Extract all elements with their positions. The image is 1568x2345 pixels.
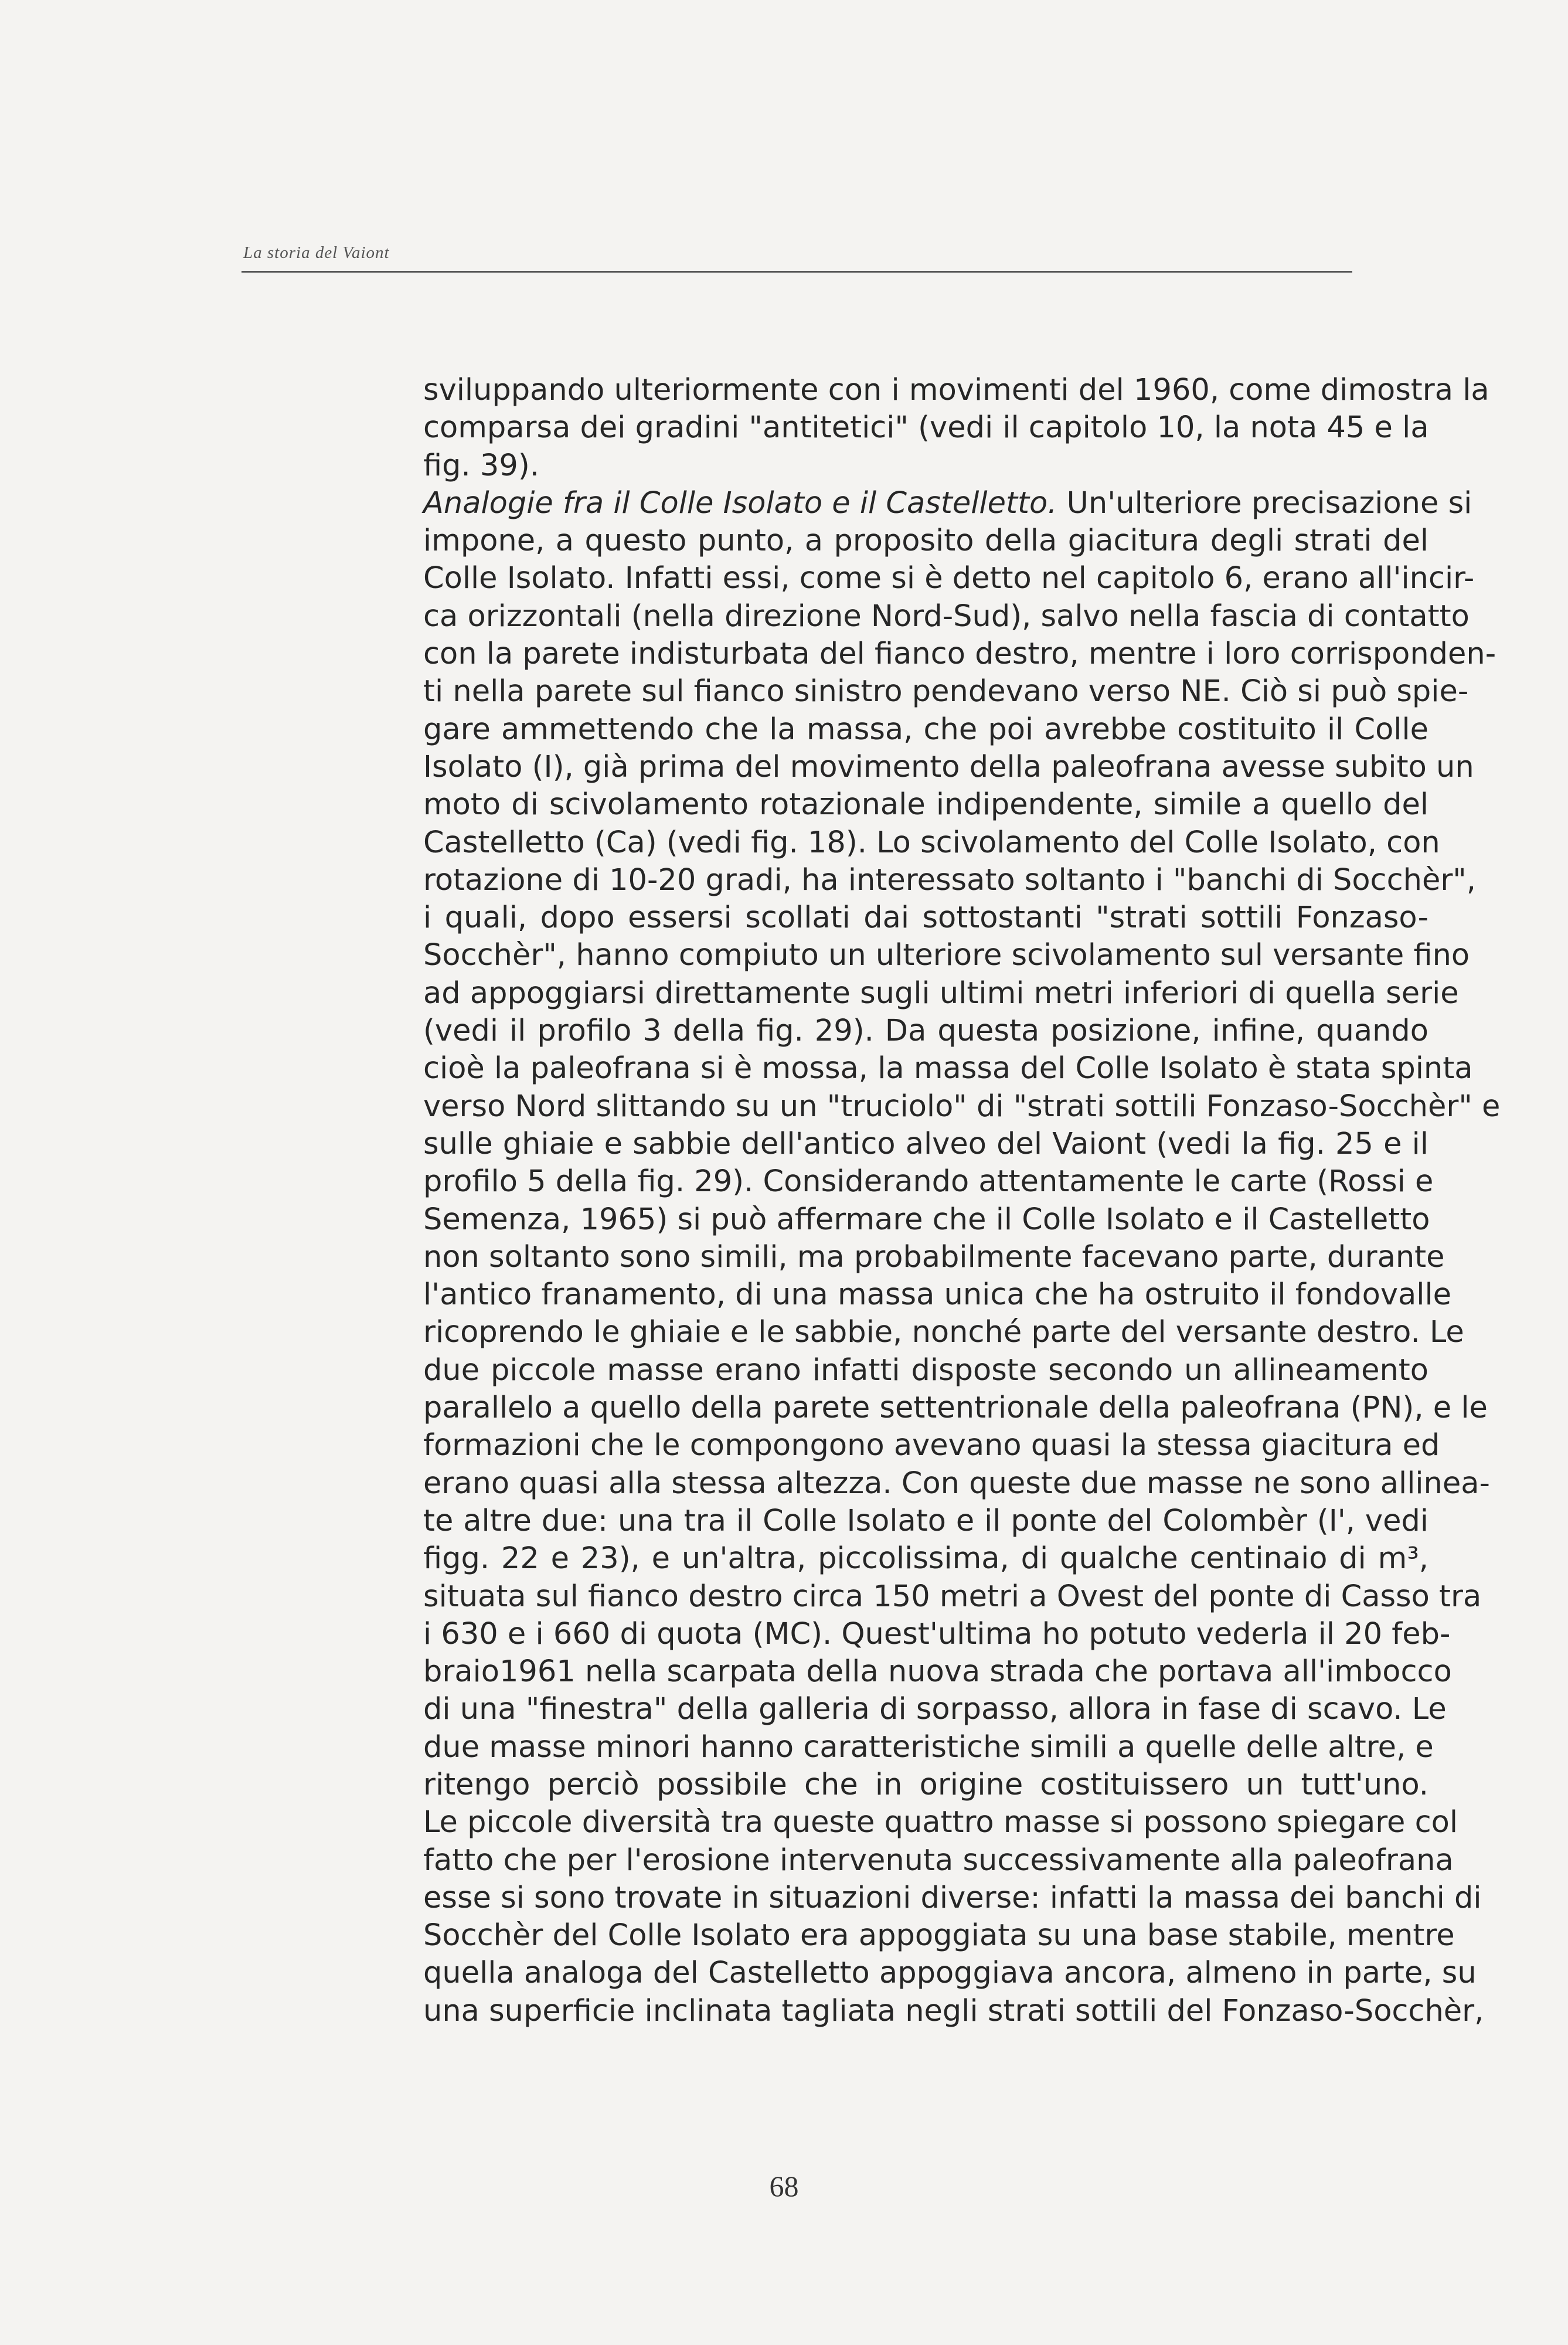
- text-line: formazioni che le compongono avevano quasi la stessa giacitura ed: [423, 1428, 1440, 1463]
- text-line: impone, a questo punto, a proposito della giacitura degli strati del: [423, 524, 1428, 559]
- text-line: braio1961 nella scarpata della nuova strada che portava all'imbocco: [423, 1654, 1452, 1690]
- text-line: (vedi il profilo 3 della fig. 29). Da questa posizione, infine, quando: [423, 1014, 1428, 1049]
- text-line: Isolato (I), già prima del movimento della paleofrana avesse subito un: [423, 749, 1474, 784]
- text-line: parallelo a quello della parete settentrionale della paleofrana (PN), e le: [423, 1391, 1488, 1426]
- text-line: di una "finestra" della galleria di sorpasso, allora in fase di scavo. Le: [423, 1692, 1447, 1727]
- text-line: rotazione di 10-20 gradi, ha interessato soltanto i "banchi di Socchèr",: [423, 862, 1476, 898]
- subheading: Analogie fra il Colle Isolato e il Castelletto.: [423, 485, 1057, 521]
- text-line: non soltanto sono simili, ma probabilmente facevano parte, durante: [423, 1239, 1445, 1275]
- text-line: te altre due: una tra il Colle Isolato e il ponte del Colombèr (I', vedi: [423, 1503, 1428, 1538]
- text-line: i quali, dopo essersi scollati dai sottostanti "strati sottili Fonzaso-: [423, 900, 1428, 936]
- text-line: Colle Isolato. Infatti essi, come si è detto nel capitolo 6, erano all'incir-: [423, 561, 1475, 596]
- text-line: [423, 485, 1472, 522]
- text-line: Socchèr", hanno compiuto un ulteriore scivolamento sul versante fino: [423, 938, 1470, 973]
- text-line: sviluppando ulteriormente con i movimenti del 1960, come dimostra la: [423, 373, 1489, 407]
- text-line: ricoprendo le ghiaie e le sabbie, nonché parte del versante destro. Le: [423, 1315, 1464, 1350]
- text-line: due masse minori hanno caratteristiche simili a quelle delle altre, e: [423, 1729, 1434, 1765]
- text-line: ritengo perciò possibile che in origine costituissero un tutt'uno.: [423, 1767, 1428, 1802]
- header-rule: [242, 271, 1352, 273]
- text-line: due piccole masse erano infatti disposte secondo un allineamento: [423, 1352, 1428, 1388]
- text-line: i 630 e i 660 di quota (MC). Quest'ultima ho potuto vederla il 20 feb-: [423, 1616, 1451, 1651]
- text-line: fatto che per l'erosione intervenuta successivamente alla paleofrana: [423, 1843, 1454, 1878]
- text-line: erano quasi alla stessa altezza. Con queste due masse ne sono allinea-: [423, 1466, 1490, 1501]
- text-line: cioè la paleofrana si è mossa, la massa del Colle Isolato è stata spinta: [423, 1051, 1473, 1086]
- text-line: situata sul fianco destro circa 150 metri a Ovest del ponte di Casso tra: [423, 1579, 1482, 1614]
- text-line: quella analoga del Castelletto appoggiava ancora, almeno in parte, su: [423, 1956, 1477, 1991]
- text-line: Le piccole diversità tra queste quattro masse si possono spiegare col: [423, 1805, 1458, 1840]
- text-line: Socchèr del Colle Isolato era appoggiata su una base stabile, mentre: [423, 1918, 1455, 1953]
- text-line: sulle ghiaie e sabbie dell'antico alveo del Vaiont (vedi la fig. 25 e il: [423, 1126, 1428, 1161]
- text-line: Semenza, 1965) si può affermare che il Colle Isolato e il Castelletto: [423, 1202, 1430, 1237]
- text-line: comparsa dei gradini "antitetici" (vedi il capitolo 10, la nota 45 e la: [423, 410, 1429, 446]
- running-header: La storia del Vaiont: [243, 243, 390, 262]
- text-line: con la parete indisturbata del fianco destro, mentre i loro corrisponden-: [423, 637, 1496, 672]
- text-line: ca orizzontali (nella direzione Nord-Sud), salvo nella fascia di contatto: [423, 599, 1470, 634]
- text-line: ad appoggiarsi direttamente sugli ultimi metri inferiori di quella serie: [423, 976, 1459, 1011]
- text-line: verso Nord slittando su un "truciolo" di "strati sottili Fonzaso-Socchèr" e: [423, 1089, 1501, 1124]
- text-line: una superficie inclinata tagliata negli strati sottili del Fonzaso-Socchèr,: [423, 1993, 1484, 2028]
- text-line: figg. 22 e 23), e un'altra, piccolissima, di qualche centinaio di m³,: [423, 1541, 1428, 1576]
- body-text: [423, 372, 1501, 2030]
- text-line: l'antico franamento, di una massa unica che ha ostruito il fondovalle: [423, 1277, 1451, 1313]
- text-line: Castelletto (Ca) (vedi fig. 18). Lo scivolamento del Colle Isolato, con: [423, 825, 1440, 860]
- text-line: fig. 39).: [423, 448, 539, 483]
- page-number: 68: [769, 2170, 799, 2203]
- text-line: ti nella parete sul fianco sinistro pendevano verso NE. Ciò si può spie-: [423, 674, 1469, 709]
- text-line: profilo 5 della fig. 29). Considerando attentamente le carte (Rossi e: [423, 1164, 1434, 1199]
- text-line-rest: Un'ulteriore precisazione si: [1066, 485, 1472, 521]
- text-line: gare ammettendo che la massa, che poi avrebbe costituito il Colle: [423, 712, 1428, 747]
- text-line: esse si sono trovate in situazioni diverse: infatti la massa dei banchi di: [423, 1880, 1482, 1915]
- text-line: moto di scivolamento rotazionale indipendente, simile a quello del: [423, 787, 1428, 823]
